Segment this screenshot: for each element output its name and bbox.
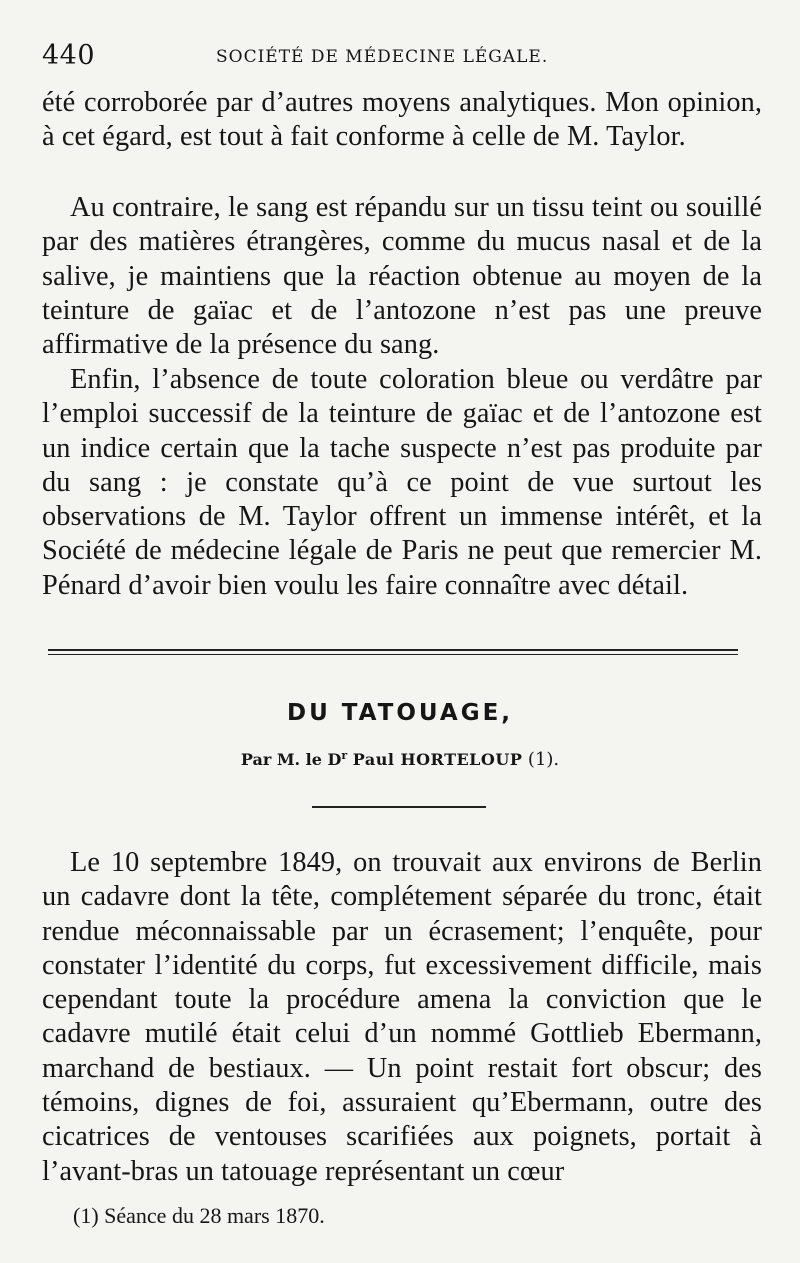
body-paragraph-1: été corroborée par d’autres moyens analytiques. Mon opinion, à cet égard, est tout à fait conforme à celle de M. Taylor. <box>42 87 762 153</box>
page-number: 440 <box>42 40 96 71</box>
byline-footnote-ref: (1). <box>527 749 560 770</box>
page-header <box>42 40 742 72</box>
byline-superscript: r <box>341 749 348 762</box>
running-head: SOCIÉTÉ DE MÉDECINE LÉGALE. <box>216 47 549 67</box>
article-paragraph-1: Le 10 septembre 1849, on trouvait aux environs de Berlin un cadavre dont la tête, complétement séparée du tronc, était rendue méconnaissable par un écrasement; l’enquête, pour constater l’identité du corps, fut excessivement difficile, mais cependant toute la procédure amena la conviction que le cadavre mutilé était celui d’un nommé Gottlieb Ebermann, marchand de bestiaux. — Un point restait fort obscur; des témoins, dignes de foi, assuraient qu’Ebermann, outre des cicatrices de ventouses scarifiées aux poignets, portait à l’avant-bras un tatouage représentant un cœur <box>42 847 762 1187</box>
body-paragraph-2: Au contraire, le sang est répandu sur un tissu teint ou souillé par des matières étrangères, comme du mucus nasal et de la salive, je maintiens que la réaction obtenue au moyen de la teinture de gaïac et de l’antozone n’est pas une preuve affirmative de la présence du sang. <box>42 192 762 361</box>
article-byline <box>0 749 800 770</box>
section-divider-top <box>48 649 738 651</box>
section-divider-bottom <box>48 654 738 655</box>
byline-prefix: Par M. le D <box>240 750 342 769</box>
footnote: (1) Séance du 28 mars 1870. <box>73 1203 325 1228</box>
body-paragraph-3: Enfin, l’absence de toute coloration bleue ou verdâtre par l’emploi successif de la teinture de gaïac et de l’antozone est un indice certain que la tache suspecte n’est pas produite par du sang : je constate qu’à ce point de vue surtout les observations de M. Taylor offrent un immense intérêt, et la Société de médecine légale de Paris ne peut que remercier M. Pénard d’avoir bien voulu les faire connaître avec détail. <box>42 364 762 601</box>
byline-author-name: Paul HORTELOUP <box>352 750 523 769</box>
title-underline <box>312 806 486 808</box>
article-title: DU TATOUAGE, <box>286 700 514 726</box>
